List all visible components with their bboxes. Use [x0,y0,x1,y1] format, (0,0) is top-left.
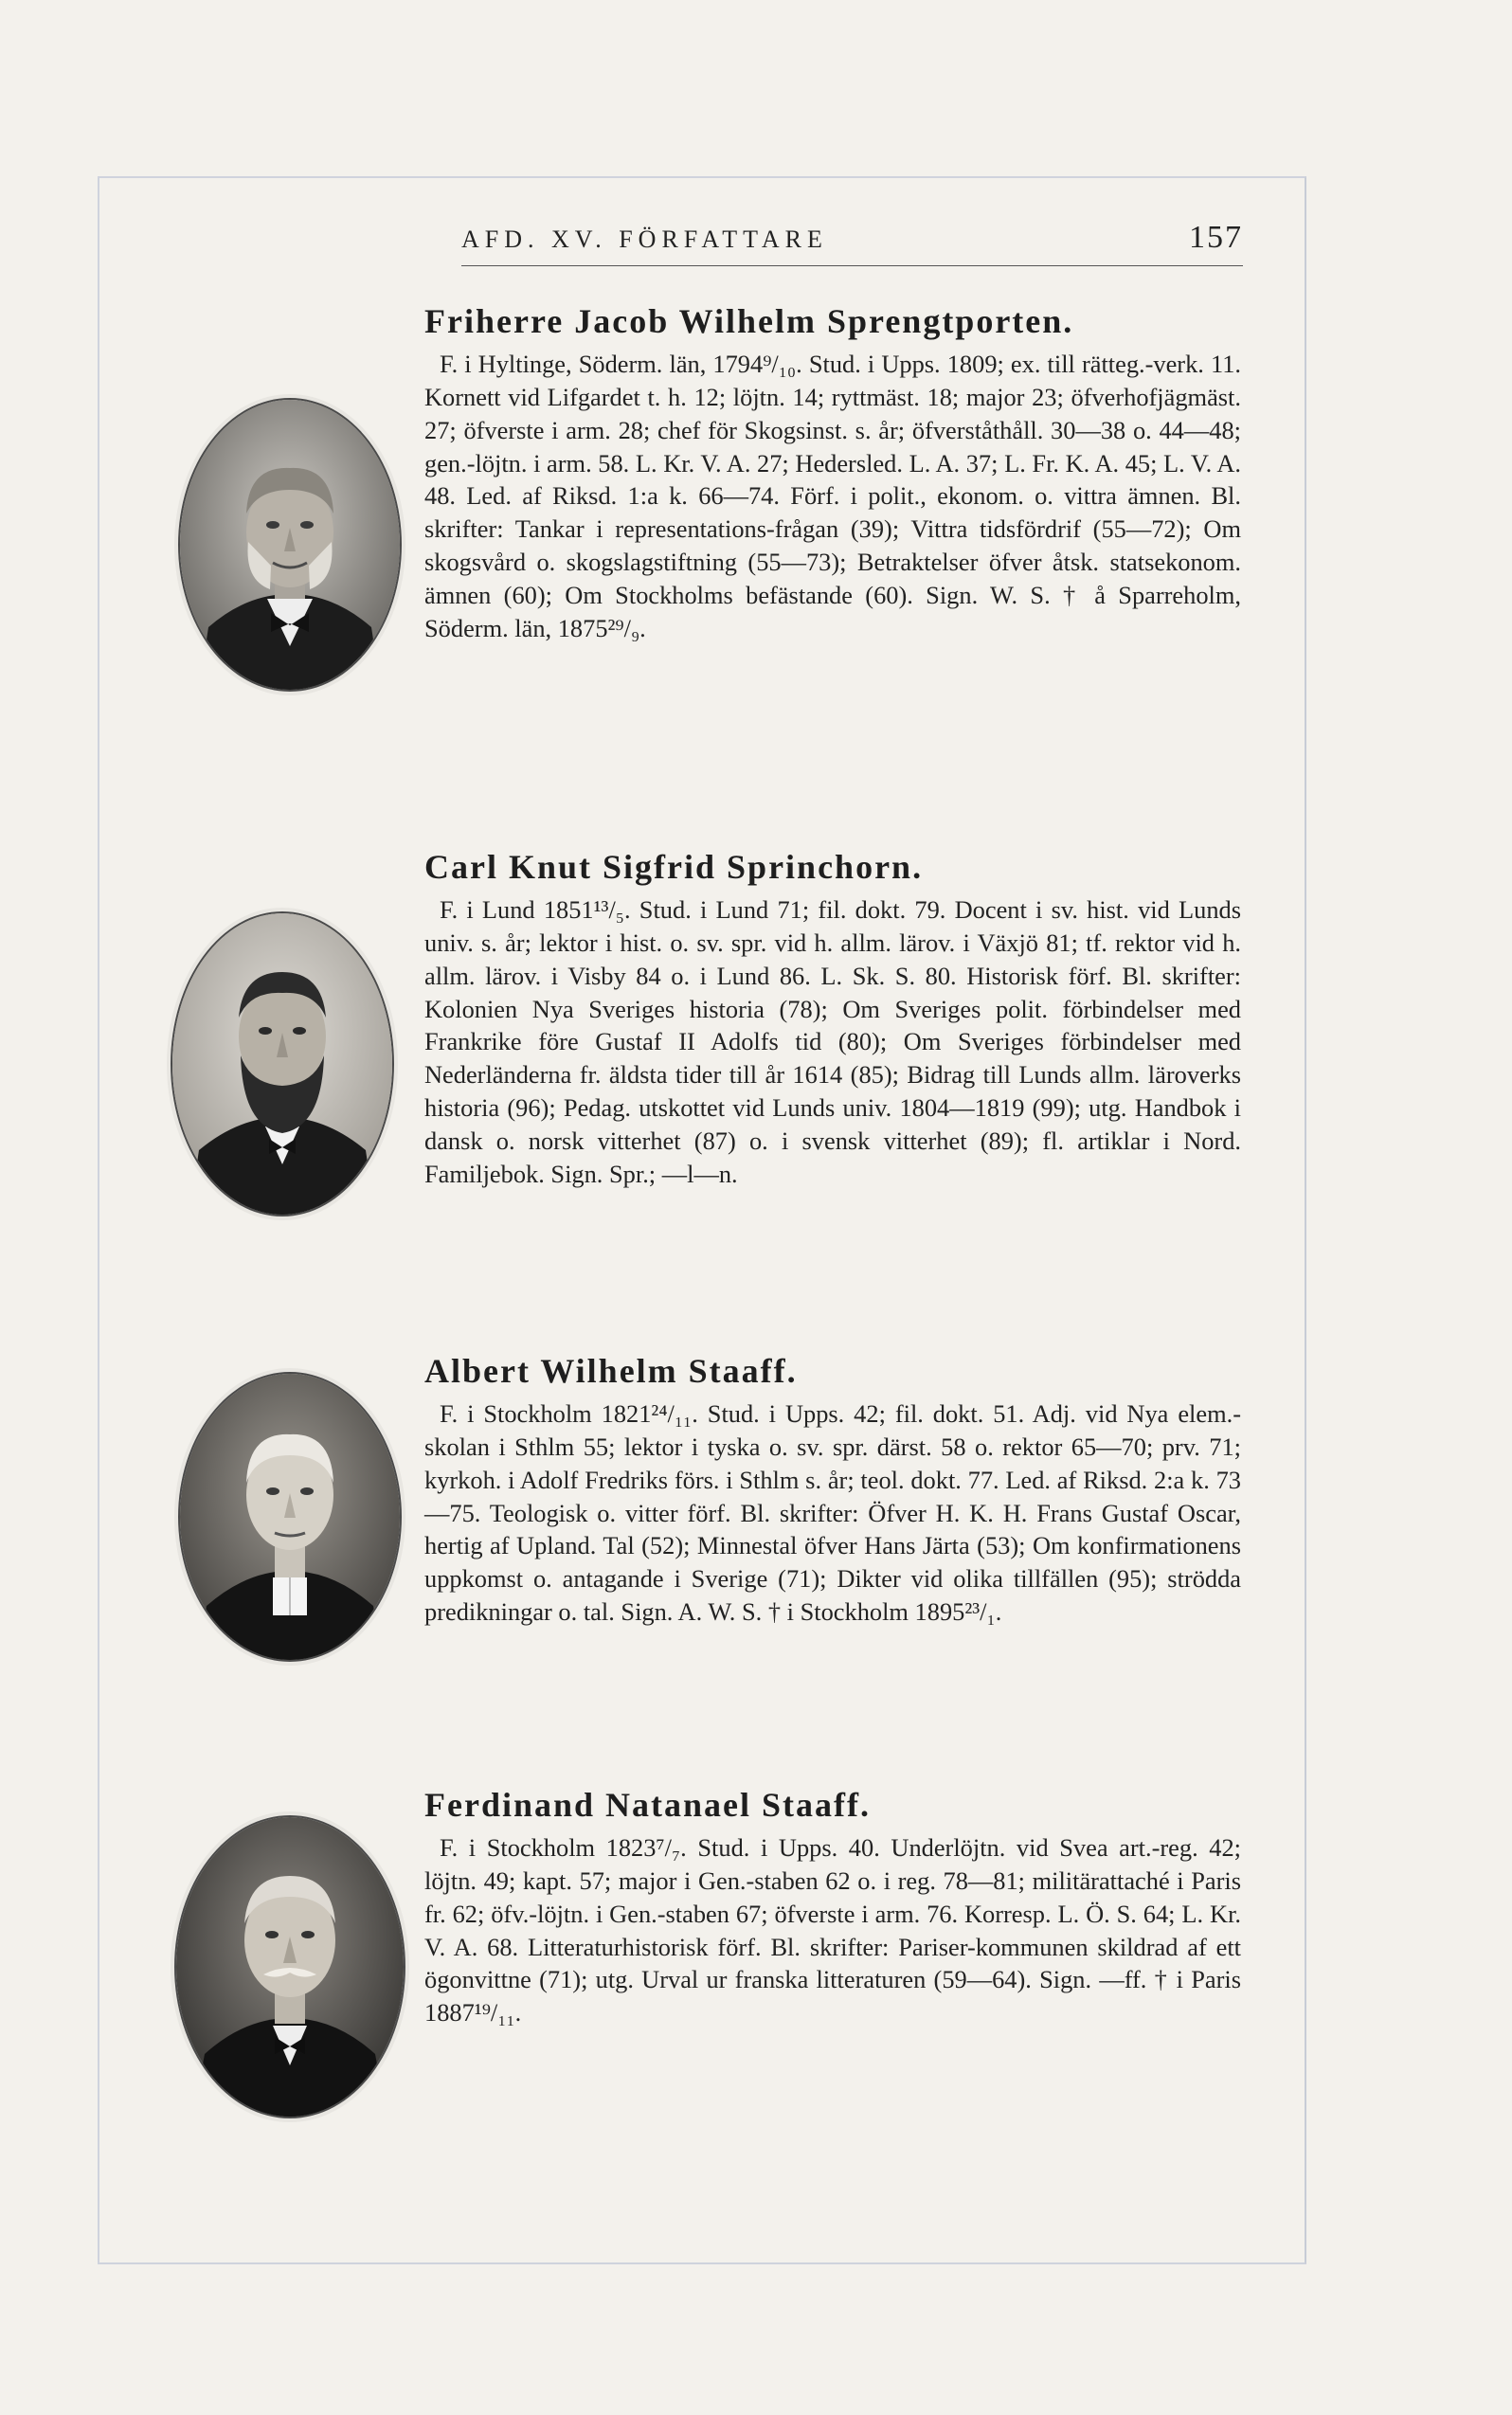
portrait-bearded-man-icon [172,913,392,1215]
entry-sprinchorn [424,847,1241,1190]
entry-text: F. i Stockholm 1823⁷/₇. Stud. i Upps. 40. Underlöjtn. vid Svea art.-reg. 42; löjtn. 49; kapt. 57; major i Gen.-staben 62 o. i reg. 78—81; militärattaché i Paris fr. 62; öfv.-löjtn. i Gen.-staben 67; öfverste i arm. 76. Korresp. L. Ö. S. 64; L. Kr. V. A. 68. Litteraturhistorisk förf. Bl. skrifter: Pariser-kommunen skildrad af ett ögonvittne (71); utg. Urval ur franska litteraturen (59—64). Sign. —ff. † i Paris 1887¹⁹/₁₁. [424,1833,1241,2028]
page-number: 157 [1189,220,1243,255]
entry-title: Carl Knut Sigfrid Sprinchorn. [424,848,924,886]
portrait-sprengtporten [178,398,402,692]
entry-text: F. i Hyltinge, Söderm. län, 1794⁹/₁₀. Stud. i Upps. 1809; ex. till rätteg.-verk. 11. Kornett vid Lifgardet t. h. 12; löjtn. 14; ryttmäst. 18; major 23; öfverhofjägmäst. 27; öfverste i arm. 28; chef för Skogsinst. s. år; öfverståthåll. 30—38 o. 44—48; gen.-löjtn. i arm. 58. L. Kr. V. A. 27; Hedersled. L. A. 37; L. Fr. K. A. 45; L. V. A. 48. Led. af Riksd. 1:a k. 66—74. Förf. i polit., ekonom. o. vittra ämnen. Bl. skrifter: Tankar i representations-frågan (39); Vittra tidsfördrif (55—72); Om skogsvård o. skogslagstiftning (55—73); Betraktelser öfver åtsk. statsekonom. ämnen (60); Om Stockholms befästande (60). Sign. W. S. † å Sparreholm, Söderm. län, 1875²⁹/₉. [424,350,1241,642]
entry-title: Ferdinand Natanael Staaff. [424,1786,872,1824]
portrait-albert-staaff [178,1372,402,1662]
portrait-ferdinand-staaff [174,1815,405,2118]
portrait-clergyman-icon [180,1374,400,1660]
entry-ferdinand-staaff [424,1785,1241,2029]
section-title: AFD. XV. FÖRFATTARE [461,225,828,253]
entry-text: F. i Lund 1851¹³/₅. Stud. i Lund 71; fil. dokt. 79. Docent i sv. hist. vid Lunds univ. s. år; lektor i hist. o. sv. spr. vid h. allm. lärov. i Växjö 81; tf. rektor vid h. allm. lärov. i Visby 84 o. i Lund 86. L. Sk. S. 80. Historisk förf. Bl. skrifter: Kolonien Nya Sveriges historia (78); Om Sveriges polit. förbindelser med Frankrike före Gustaf II Adolfs tid (80); Om Sveriges förbindelser med Nederländerna fr. äldsta tider till år 1614 (85); Bidrag till Lunds allm. läroverks historia (96); Pedag. utskottet vid Lunds univ. 1804—1819 (99); utg. Handbok i dansk o. norsk vitterhet (87) o. i svensk vitterhet (89); fl. artiklar i Nord. Familjebok. Sign. Spr.; —l—n. [424,895,1241,1188]
portrait-elderly-man-bowtie-icon [180,400,400,690]
portrait-sprinchorn [171,911,394,1217]
entry-sprengtporten [424,301,1241,644]
entry-title: Albert Wilhelm Staaff. [424,1352,798,1390]
running-head [461,220,1243,266]
entry-title: Friherre Jacob Wilhelm Sprengtporten. [424,302,1074,340]
portrait-man-moustache-icon [176,1817,404,2117]
entry-text: F. i Stockholm 1821²⁴/₁₁. Stud. i Upps. 42; fil. dokt. 51. Adj. vid Nya elem.-skolan i Sthlm 55; lektor i tyska o. sv. spr. därst. 58 o. rektor 65—70; prv. 71; kyrkoh. i Adolf Fredriks förs. i Sthlm s. år; teol. dokt. 77. Led. af Riksd. 2:a k. 73—75. Teologisk o. vitter förf. Bl. skrifter: Öfver H. K. H. Frans Gustaf Oscar, hertig af Upland. Tal (52); Minnestal öfver Hans Järta (53); Om konfirmationens uppkomst o. antagande i Sverige (71); Dikter vid olika tillfällen (95); strödda predikningar o. tal. Sign. A. W. S. † i Stockholm 1895²³/₁. [424,1399,1241,1626]
entry-albert-staaff [424,1351,1241,1629]
